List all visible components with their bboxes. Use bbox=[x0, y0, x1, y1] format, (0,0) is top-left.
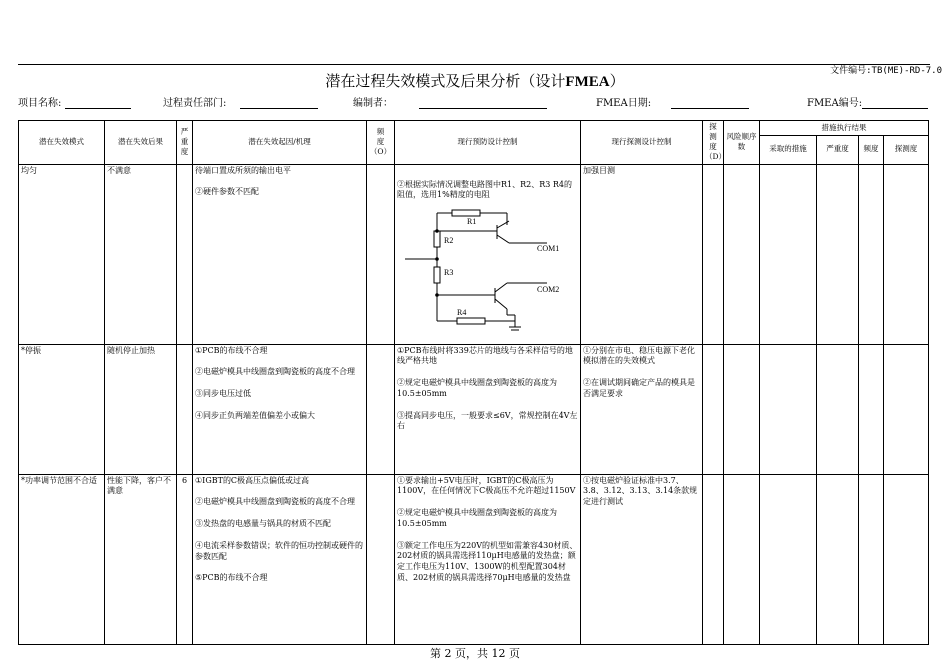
header-detection: 探 测 度 （D） bbox=[703, 121, 724, 165]
fmea-date-field bbox=[596, 94, 749, 109]
res-occurrence-cell bbox=[859, 344, 884, 474]
rpn-cell bbox=[724, 474, 760, 644]
label-r1: R1 bbox=[467, 217, 477, 227]
fmea-date-label: FMEA日期: bbox=[596, 98, 652, 109]
prevention-cell bbox=[395, 344, 581, 474]
cause-item: ④电流采样参数错误；软件的恒功控制或硬件的参数匹配 bbox=[195, 540, 363, 561]
cause-item: ③发热盘的电感量与锅具的材质不匹配 bbox=[195, 519, 331, 529]
fmea-table bbox=[18, 120, 929, 645]
header-failure-mode: 潜在失效模式 bbox=[19, 121, 105, 165]
title-suffix: ） bbox=[609, 72, 625, 90]
failure-mode-cell: *停振 bbox=[19, 344, 105, 474]
occurrence-cell bbox=[367, 344, 395, 474]
res-occurrence-cell bbox=[859, 474, 884, 644]
cause-cell bbox=[193, 474, 367, 644]
cause-item: ④同步正负两端差值偏差小或偏大 bbox=[195, 410, 315, 420]
detection-item: ②在调试期间确定产品的模具是否满足要求 bbox=[583, 378, 695, 398]
cause-item: ⑤PCB的布线不合理 bbox=[195, 573, 268, 583]
cause-item: ①IGBT的C极高压点偏低或过高 bbox=[195, 475, 310, 485]
header-res-occurrence: 频度 bbox=[859, 135, 884, 164]
label-r4: R4 bbox=[457, 308, 467, 318]
cause-item: ②硬件参数不匹配 bbox=[195, 187, 259, 197]
res-detection-cell bbox=[884, 164, 929, 344]
cause-item: ③同步电压过低 bbox=[195, 389, 251, 399]
header-rule bbox=[18, 64, 930, 65]
label-r2: R2 bbox=[444, 236, 454, 246]
detection-control-cell bbox=[581, 474, 703, 644]
header-results: 措施执行结果 bbox=[760, 121, 929, 136]
res-detection-cell bbox=[884, 344, 929, 474]
failure-mode-cell: *功率调节范围不合适 bbox=[19, 474, 105, 644]
detection-item: 加强目测 bbox=[583, 165, 615, 175]
action-cell bbox=[760, 474, 817, 644]
prepared-by-field bbox=[353, 94, 547, 109]
table-row bbox=[19, 164, 929, 344]
action-cell bbox=[760, 164, 817, 344]
cause-item: 待端口置成所须的输出电平 bbox=[195, 165, 291, 175]
cause-item: ②电磁炉模具中线圈盘到陶瓷板的高度不合理 bbox=[195, 367, 355, 377]
fmea-no-label: FMEA编号: bbox=[807, 98, 863, 109]
prevention-item: ②根据实际情况调整电路图中R1、R2、R3 R4的阻值，选用1%精度的电阻 bbox=[397, 179, 572, 200]
fmea-date-blank bbox=[671, 97, 749, 109]
detection-item: ①分别在市电、稳压电源下老化模拟潜在的失效模式 bbox=[583, 345, 695, 366]
detection-cell bbox=[703, 164, 724, 344]
prepared-by-label: 编制者： bbox=[353, 98, 393, 109]
detection-cell bbox=[703, 344, 724, 474]
header-rpn: 风险顺序 数 bbox=[724, 121, 760, 165]
prevention-item: ②规定电磁炉模具中线圈盘到陶瓷板的高度为10.5±05mm bbox=[397, 378, 557, 398]
table-row bbox=[19, 344, 929, 474]
severity-cell bbox=[177, 344, 193, 474]
label-com2: COM2 bbox=[537, 285, 560, 295]
header-prevention: 现行预防设计控制 bbox=[395, 121, 581, 165]
rpn-cell bbox=[724, 164, 760, 344]
header-severity: 严 重 度 bbox=[177, 121, 193, 165]
occurrence-cell bbox=[367, 474, 395, 644]
process-dept-blank bbox=[240, 97, 318, 109]
prevention-item: ③提高同步电压，一般要求≤6V，常规控制在4V左右 bbox=[397, 410, 578, 431]
page-footer: 第 2 页，共 12 页 bbox=[430, 647, 520, 660]
detection-cell bbox=[703, 474, 724, 644]
cause-item: ①PCB的布线不合理 bbox=[195, 345, 268, 355]
res-severity-cell bbox=[817, 344, 859, 474]
failure-effect-cell: 不满意 bbox=[105, 164, 177, 344]
header-res-severity: 严重度 bbox=[817, 135, 859, 164]
prevention-item: ①PCB布线时将339芯片的地线与各采样信号的地线严格共地 bbox=[397, 345, 573, 366]
label-r3: R3 bbox=[444, 268, 454, 278]
occurrence-cell bbox=[367, 164, 395, 344]
cause-cell bbox=[193, 164, 367, 344]
res-detection-cell bbox=[884, 474, 929, 644]
cause-item: ②电磁炉模具中线圈盘到陶瓷板的高度不合理 bbox=[195, 497, 355, 507]
prepared-by-blank bbox=[419, 97, 547, 109]
severity-cell bbox=[177, 164, 193, 344]
detection-control-cell bbox=[581, 344, 703, 474]
detection-item: ①按电磁炉验证标准中3.7、3.8、3.12、3.13、3.14条款规定进行测试 bbox=[583, 475, 698, 507]
failure-effect-cell: 性能下降，客户不满意 bbox=[105, 474, 177, 644]
page-title bbox=[0, 70, 950, 91]
prevention-cell bbox=[395, 474, 581, 644]
project-name-field bbox=[18, 94, 131, 109]
title-bold: FMEA bbox=[565, 74, 610, 90]
document-number: 文件编号:TB(ME)-RD-7.0 bbox=[830, 66, 942, 76]
res-occurrence-cell bbox=[859, 164, 884, 344]
cause-cell bbox=[193, 344, 367, 474]
header-occurrence: 频 度 （O） bbox=[367, 121, 395, 165]
header-cause: 潜在失效起因/机理 bbox=[193, 121, 367, 165]
circuit-diagram bbox=[397, 203, 577, 333]
project-name-blank bbox=[65, 97, 131, 109]
process-dept-label: 过程责任部门: bbox=[163, 98, 227, 109]
header-failure-effect: 潜在失效后果 bbox=[105, 121, 177, 165]
header-res-detection: 探测度 bbox=[884, 135, 929, 164]
header-detection-control: 现行探测设计控制 bbox=[581, 121, 703, 165]
fmea-no-blank bbox=[862, 97, 928, 109]
res-severity-cell bbox=[817, 164, 859, 344]
header-action-taken: 采取的措施 bbox=[760, 135, 817, 164]
res-severity-cell bbox=[817, 474, 859, 644]
label-com1: COM1 bbox=[537, 244, 560, 254]
action-cell bbox=[760, 344, 817, 474]
fmea-no-field bbox=[807, 94, 928, 109]
prevention-item: ①要求输出+5V电压时，IGBT的C极高压为1100V，在任何情况下C极高压不允许超过1150V bbox=[397, 475, 576, 496]
failure-effect-cell: 随机停止加热 bbox=[105, 344, 177, 474]
detection-control-cell bbox=[581, 164, 703, 344]
project-name-label: 项目名称: bbox=[18, 98, 62, 109]
severity-cell: 6 bbox=[177, 474, 193, 644]
rpn-cell bbox=[724, 344, 760, 474]
table-row bbox=[19, 474, 929, 644]
process-dept-field bbox=[163, 94, 318, 109]
prevention-item: ②规定电磁炉模具中线圈盘到陶瓷板的高度为10.5±05mm bbox=[397, 508, 557, 528]
prevention-item: ③额定工作电压为220V的机型如需兼容430材质、202材质的锅具需选择110μH电感量的发热盘；额定工作电压为110V、1300W的机型配置304材质、202材质的锅具需选择70μH电感量的发热盘 bbox=[397, 540, 578, 583]
prevention-cell bbox=[395, 164, 581, 344]
title-prefix: 潜在过程失效模式及后果分析（设计 bbox=[325, 72, 566, 90]
failure-mode-cell: 均匀 bbox=[19, 164, 105, 344]
